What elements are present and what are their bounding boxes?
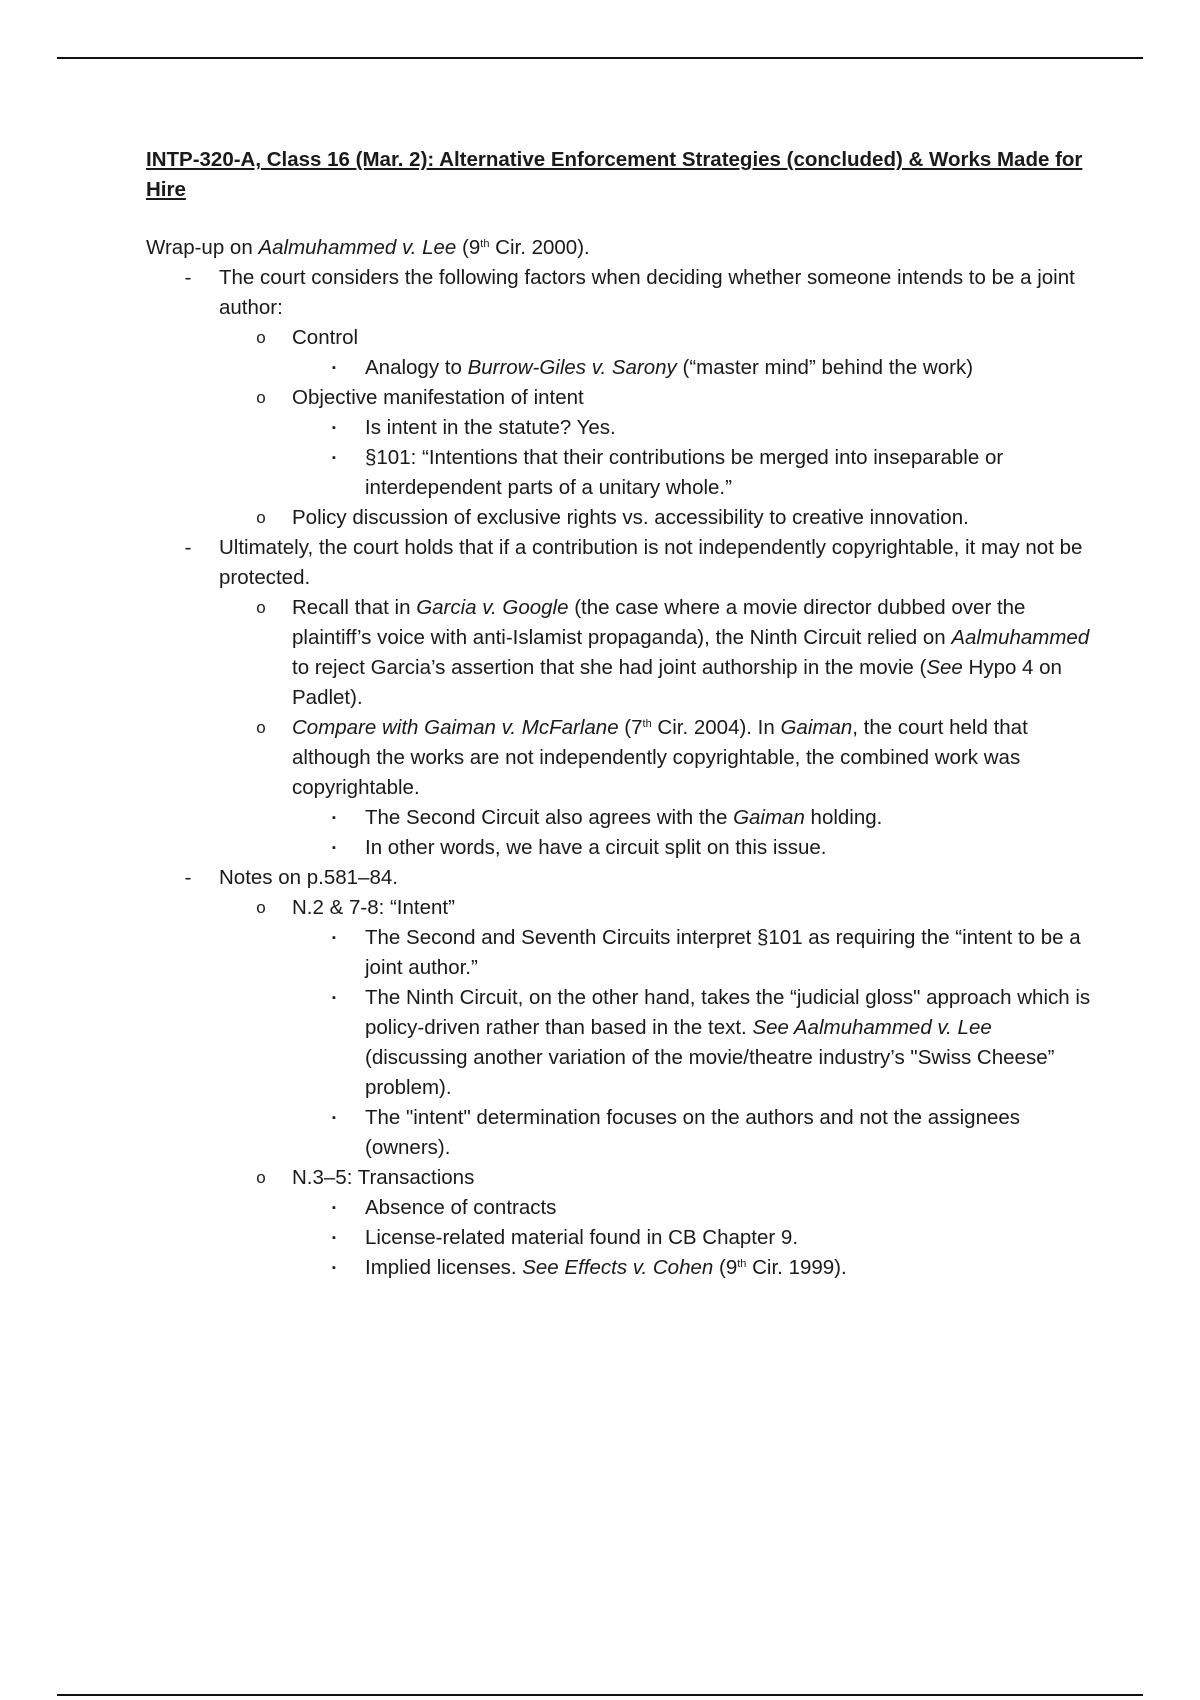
sub-list (292, 1193, 1091, 1283)
list-item-text: (9 (713, 1256, 738, 1279)
list-item-text: Cir. 2004). In (651, 716, 781, 739)
list-item-text: (7 (618, 716, 643, 739)
list-item (292, 983, 1091, 1103)
list-item (292, 1253, 1091, 1283)
list-item (219, 383, 1091, 503)
list-item-text: The Second Circuit also agrees with the (365, 806, 734, 829)
circle-bullet-icon: o (256, 508, 266, 527)
circle-bullet-icon: o (256, 598, 266, 617)
list-item (146, 263, 1091, 533)
list-item-text: (discussing another variation of the movie/theatre industry’s "Swiss Cheese” problem). (365, 1046, 1055, 1099)
case-name: Garcia v. Google (416, 596, 569, 619)
list-item-text: Ultimately, the court holds that if a contribution is not independently copyrightable, it may not be protected. (219, 536, 1083, 589)
list-item-text: Analogy to (365, 356, 468, 379)
list-item (146, 863, 1091, 1283)
intro-text: Cir. 2000). (489, 236, 590, 259)
list-item-text: (the case where a movie director dubbed over the plaintiff’s voice with anti-Islamist propaganda), the Ninth Circuit relied on (292, 596, 1026, 649)
square-bullet-icon: ▪ (332, 452, 336, 464)
list-item-text: Objective manifestation of intent (292, 386, 584, 409)
signal-word: See (926, 656, 963, 679)
list-item-text: Implied licenses. (365, 1256, 523, 1279)
sub-list (292, 353, 1091, 383)
dash-bullet-icon: - (184, 266, 192, 289)
list-item (292, 833, 1091, 863)
case-name: Gaiman (780, 716, 853, 739)
list-item-text: Policy discussion of exclusive rights vs. accessibility to creative innovation. (292, 506, 969, 529)
square-bullet-icon: ▪ (332, 1112, 336, 1124)
case-name: Compare with Gaiman v. McFarlane (292, 716, 619, 739)
list-item-text: to reject Garcia’s assertion that she had joint authorship in the movie ( (292, 656, 927, 679)
square-bullet-icon: ▪ (332, 1232, 336, 1244)
list-item-text: Hypo 4 on Padlet). (292, 656, 1062, 709)
circle-bullet-icon: o (256, 328, 266, 347)
list-item-text: §101: “Intentions that their contributions be merged into inseparable or interdependent parts of a unitary whole.” (365, 446, 1004, 499)
list-item-text: In other words, we have a circuit split on this issue. (365, 836, 827, 859)
sub-list (219, 323, 1091, 533)
sub-list (292, 923, 1091, 1163)
list-item-text: holding. (804, 806, 883, 829)
list-item (292, 1193, 1091, 1223)
list-item (146, 533, 1091, 863)
sub-list (219, 893, 1091, 1283)
case-name: Aalmuhammed v. Lee (258, 236, 457, 259)
list-item-text: Is intent in the statute? Yes. (365, 416, 616, 439)
list-item-text: The "intent" determination focuses on the authors and not the assignees (owners). (365, 1106, 1021, 1159)
list-item-text: Recall that in (292, 596, 417, 619)
intro-text: (9 (456, 236, 481, 259)
case-name: Gaiman (733, 806, 805, 829)
outline-list (146, 263, 1091, 1283)
list-item (292, 923, 1091, 983)
superscript: th (480, 238, 490, 250)
intro-line (146, 233, 1091, 263)
square-bullet-icon: ▪ (332, 842, 336, 854)
list-item-text: License-related material found in CB Chapter 9. (365, 1226, 799, 1249)
document-body (146, 145, 1091, 1283)
case-name: See Effects v. Cohen (522, 1256, 714, 1279)
square-bullet-icon: ▪ (332, 422, 336, 434)
circle-bullet-icon: o (256, 718, 266, 737)
sub-list (292, 413, 1091, 503)
list-item-text: Cir. 1999). (746, 1256, 847, 1279)
superscript: th (642, 718, 652, 730)
dash-bullet-icon: - (184, 536, 192, 559)
circle-bullet-icon: o (256, 388, 266, 407)
list-item (292, 1223, 1091, 1253)
list-item-text: The Second and Seventh Circuits interpret §101 as requiring the “intent to be a joint author.” (365, 926, 1081, 979)
list-item (219, 1163, 1091, 1283)
list-item (219, 323, 1091, 383)
list-item-text: Absence of contracts (365, 1196, 557, 1219)
list-item-text: , the court held that although the works are not independently copyrightable, the combined work was copyrightable. (292, 716, 1028, 799)
list-item (292, 1103, 1091, 1163)
list-item (292, 353, 1091, 383)
list-item (219, 893, 1091, 1163)
square-bullet-icon: ▪ (332, 932, 336, 944)
square-bullet-icon: ▪ (332, 362, 336, 374)
list-item (219, 713, 1091, 863)
list-item-text: The court considers the following factors when deciding whether someone intends to be a joint author: (219, 266, 1075, 319)
list-item-text: (“master mind” behind the work) (676, 356, 974, 379)
list-item-text: N.2 & 7-8: “Intent” (292, 896, 455, 919)
list-item (292, 413, 1091, 443)
list-item-text: Notes on p.581–84. (219, 866, 398, 889)
footer-rule (57, 1694, 1143, 1696)
dash-bullet-icon: - (184, 866, 192, 889)
list-item (292, 803, 1091, 833)
list-item-text: The Ninth Circuit, on the other hand, takes the “judicial gloss" approach which is policy-driven rather than based in the text. (365, 986, 1091, 1039)
case-name: Burrow-Giles v. Sarony (467, 356, 677, 379)
list-item-text: N.3–5: Transactions (292, 1166, 475, 1189)
square-bullet-icon: ▪ (332, 992, 336, 1004)
circle-bullet-icon: o (256, 898, 266, 917)
sub-list (292, 803, 1091, 863)
page-title: INTP-320-A, Class 16 (Mar. 2): Alternative Enforcement Strategies (concluded) & Works Made for Hire (146, 148, 1083, 201)
list-item (219, 593, 1091, 713)
intro-text: Wrap-up on (146, 236, 259, 259)
case-name: See Aalmuhammed v. Lee (752, 1016, 992, 1039)
list-item (292, 443, 1091, 503)
list-item (219, 503, 1091, 533)
square-bullet-icon: ▪ (332, 1202, 336, 1214)
list-item-text: Control (292, 326, 359, 349)
case-name: Aalmuhammed (951, 626, 1090, 649)
sub-list (219, 593, 1091, 863)
square-bullet-icon: ▪ (332, 1262, 336, 1274)
circle-bullet-icon: o (256, 1168, 266, 1187)
square-bullet-icon: ▪ (332, 812, 336, 824)
superscript: th (737, 1258, 747, 1270)
header-rule (57, 57, 1143, 59)
